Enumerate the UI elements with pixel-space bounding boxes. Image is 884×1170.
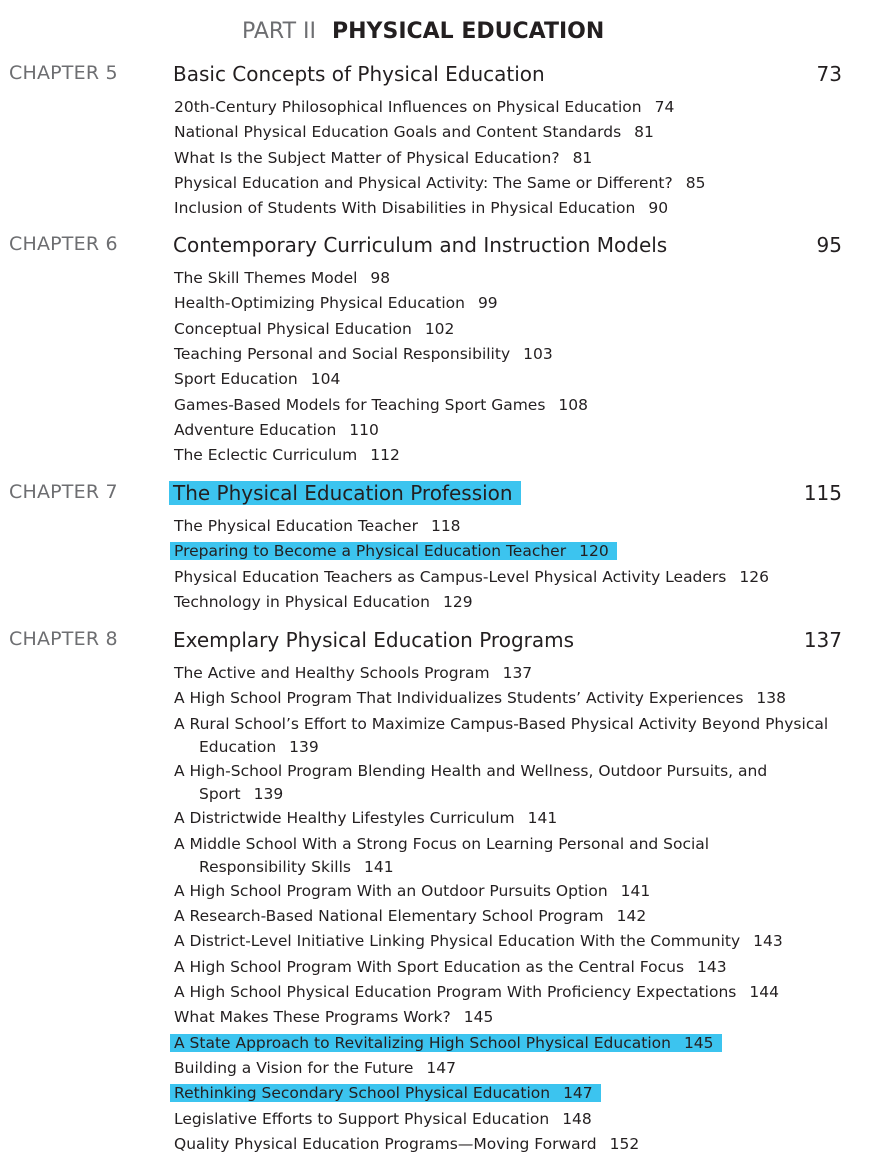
toc-entry-page: 141 bbox=[620, 881, 651, 900]
chapter-heading bbox=[0, 60, 884, 90]
toc-entry-title: A Rural School’s Effort to Maximize Campus-Based Physical Activity Beyond Physical bbox=[174, 714, 829, 733]
toc-entry-line bbox=[170, 1034, 722, 1052]
toc-entry-page: 141 bbox=[527, 809, 558, 828]
toc-entry[interactable] bbox=[174, 292, 498, 315]
toc-entry-title: Quality Physical Education Programs—Moving Forward bbox=[174, 1134, 597, 1153]
toc-entry-title: Sport Education bbox=[174, 370, 298, 389]
toc-entry-page: 143 bbox=[753, 932, 783, 951]
toc-entry[interactable] bbox=[174, 515, 461, 538]
toc-entry[interactable] bbox=[174, 1133, 639, 1156]
toc-entry-title: Conceptual Physical Education bbox=[174, 319, 412, 338]
toc-entry-page: 112 bbox=[370, 446, 400, 465]
toc-entry-page: 139 bbox=[289, 737, 319, 756]
toc-entry[interactable] bbox=[174, 318, 454, 341]
toc-entry[interactable] bbox=[174, 147, 592, 170]
chapter-label: CHAPTER 7 bbox=[9, 481, 118, 503]
toc-entry-title: Legislative Efforts to Support Physical Education bbox=[174, 1109, 550, 1128]
toc-entry[interactable] bbox=[174, 687, 786, 710]
toc-entry-title: The Eclectic Curriculum bbox=[174, 446, 358, 465]
toc-entry[interactable] bbox=[174, 197, 668, 220]
toc-entry[interactable] bbox=[174, 905, 646, 928]
toc-entry-title: What Makes These Programs Work? bbox=[174, 1008, 451, 1027]
chapter-title-link[interactable]: Basic Concepts of Physical Education bbox=[173, 62, 545, 86]
toc-entry[interactable] bbox=[174, 981, 779, 1004]
toc-entry[interactable] bbox=[174, 833, 709, 879]
toc-entry-title: A State Approach to Revitalizing High School Physical Education bbox=[174, 1033, 671, 1052]
toc-entry-title: A Districtwide Healthy Lifestyles Curriculum bbox=[174, 809, 515, 828]
toc-entry-page: 118 bbox=[430, 517, 461, 535]
toc-entry-page: 144 bbox=[749, 983, 779, 1001]
toc-entry-line bbox=[174, 199, 668, 217]
toc-entry-page: 148 bbox=[562, 1109, 592, 1128]
toc-entry-line bbox=[174, 835, 709, 853]
toc-entry[interactable] bbox=[174, 540, 617, 563]
toc-entry-page: 129 bbox=[442, 592, 473, 611]
toc-entry-title: Adventure Education bbox=[174, 420, 337, 439]
toc-entry-line bbox=[174, 882, 650, 900]
toc-entry[interactable] bbox=[174, 956, 727, 979]
toc-entry[interactable] bbox=[174, 1082, 601, 1105]
toc-entry[interactable] bbox=[174, 1108, 592, 1131]
toc-entry-page: 138 bbox=[756, 689, 786, 708]
toc-entry-line bbox=[170, 542, 617, 560]
toc-entry-line bbox=[174, 664, 532, 682]
toc-entry-line bbox=[174, 1110, 592, 1128]
toc-entry-page: 147 bbox=[426, 1058, 456, 1077]
chapter-page-number: 73 bbox=[816, 62, 842, 86]
toc-entry-page: 147 bbox=[563, 1084, 593, 1103]
toc-entry-title: A High-School Program Blending Health and Wellness, Outdoor Pursuits, and bbox=[174, 761, 768, 780]
toc-entry-title: Games-Based Models for Teaching Sport Games bbox=[174, 395, 546, 414]
toc-entry[interactable] bbox=[174, 807, 557, 830]
toc-entry[interactable] bbox=[174, 662, 532, 685]
toc-entry-page: 90 bbox=[648, 199, 669, 218]
toc-entry-page: 145 bbox=[463, 1008, 494, 1027]
toc-entry-line bbox=[174, 907, 646, 925]
toc-entry-line bbox=[174, 568, 769, 586]
chapter-label: CHAPTER 8 bbox=[9, 628, 118, 650]
toc-entry[interactable] bbox=[174, 121, 654, 144]
chapter-label: CHAPTER 6 bbox=[9, 233, 118, 255]
part-heading bbox=[242, 18, 604, 46]
toc-entry[interactable] bbox=[174, 1057, 456, 1080]
toc-entry-line bbox=[174, 983, 779, 1001]
toc-entry-title-continued: Education bbox=[199, 737, 277, 756]
toc-entry-line bbox=[174, 1059, 456, 1077]
chapter-heading bbox=[0, 231, 884, 261]
chapter-page-number: 95 bbox=[816, 233, 842, 257]
toc-entry-page: 141 bbox=[363, 857, 394, 876]
toc-entry-title: Health-Optimizing Physical Education bbox=[174, 294, 465, 313]
toc-entry-title: Inclusion of Students With Disabilities in Physical Education bbox=[174, 199, 636, 218]
chapter-heading bbox=[0, 626, 884, 656]
toc-entry-title: The Physical Education Teacher bbox=[174, 517, 418, 535]
chapter-heading bbox=[0, 479, 884, 509]
toc-entry-title: National Physical Education Goals and Content Standards bbox=[174, 123, 622, 142]
toc-entry[interactable] bbox=[174, 444, 400, 467]
part-label: PART II bbox=[242, 19, 317, 44]
toc-entry[interactable] bbox=[174, 419, 379, 442]
toc-entry-title: Preparing to Become a Physical Education Teacher bbox=[174, 542, 567, 561]
toc-entry-page: 126 bbox=[739, 567, 769, 586]
toc-entry[interactable] bbox=[174, 566, 769, 589]
toc-entry-page: 102 bbox=[424, 319, 455, 338]
toc-entry[interactable] bbox=[174, 368, 340, 391]
toc-entry-title-continued: Responsibility Skills bbox=[199, 857, 351, 876]
toc-entry-continuation bbox=[174, 736, 828, 759]
toc-entry-page: 103 bbox=[523, 344, 553, 363]
toc-entry-page: 152 bbox=[609, 1134, 640, 1153]
toc-entry[interactable] bbox=[174, 267, 390, 290]
toc-entry-line bbox=[174, 345, 553, 363]
toc-entry-page: 145 bbox=[683, 1033, 714, 1052]
toc-entry-line bbox=[174, 1008, 493, 1026]
toc-entry[interactable] bbox=[174, 96, 674, 119]
toc-entry-page: 139 bbox=[253, 784, 284, 803]
toc-entry-title: Technology in Physical Education bbox=[174, 592, 430, 611]
toc-entry-title: A Middle School With a Strong Focus on Learning Personal and Social bbox=[174, 834, 710, 853]
toc-entry-line bbox=[174, 446, 400, 464]
chapter-label: CHAPTER 5 bbox=[9, 62, 118, 84]
toc-entry-page: 99 bbox=[477, 294, 498, 313]
toc-entry-line bbox=[174, 174, 705, 192]
toc-entry-page: 98 bbox=[370, 269, 391, 287]
toc-entry[interactable] bbox=[174, 343, 553, 366]
toc-entry-line bbox=[174, 762, 767, 780]
toc-entry-title: Physical Education and Physical Activity: The Same or Different? bbox=[174, 173, 673, 192]
toc-entry-line bbox=[174, 269, 390, 287]
toc-entry[interactable] bbox=[174, 713, 828, 759]
toc-entry[interactable] bbox=[174, 930, 783, 953]
toc-entry-page: 85 bbox=[685, 173, 706, 192]
part-title: PHYSICAL EDUCATION bbox=[332, 19, 605, 44]
toc-entry[interactable] bbox=[174, 1006, 493, 1029]
toc-entry-page: 142 bbox=[616, 907, 647, 926]
toc-entry-page: 120 bbox=[579, 542, 609, 561]
toc-entry-line bbox=[174, 517, 461, 535]
toc-entry-page: 110 bbox=[349, 420, 379, 439]
toc-entry-title: 20th-Century Philosophical Influences on Physical Education bbox=[174, 98, 642, 116]
toc-entry-title: A High School Program That Individualizes Students’ Activity Experiences bbox=[174, 689, 744, 708]
toc-entry-title: A High School Physical Education Program With Proficiency Expectations bbox=[174, 983, 737, 1001]
toc-entry-line bbox=[174, 1135, 639, 1153]
toc-entry-title: Rethinking Secondary School Physical Education bbox=[174, 1084, 551, 1103]
toc-entry[interactable] bbox=[174, 591, 473, 614]
toc-entry-line bbox=[174, 123, 654, 141]
toc-entry-title: A Research-Based National Elementary School Program bbox=[174, 907, 604, 926]
toc-entry-line bbox=[174, 370, 340, 388]
toc-entry[interactable] bbox=[174, 172, 705, 195]
toc-entry-line bbox=[174, 593, 473, 611]
toc-entry-title: The Skill Themes Model bbox=[174, 269, 358, 287]
toc-entry-page: 74 bbox=[654, 98, 675, 116]
toc-entry-page: 81 bbox=[634, 123, 654, 142]
toc-entry-line bbox=[174, 958, 727, 976]
toc-entry-title: Building a Vision for the Future bbox=[174, 1058, 414, 1077]
toc-entry-title: Teaching Personal and Social Responsibility bbox=[174, 344, 511, 363]
chapter-title-link[interactable]: Contemporary Curriculum and Instruction Models bbox=[173, 233, 668, 257]
toc-entry-page: 104 bbox=[310, 370, 341, 389]
toc-entry-line bbox=[174, 421, 379, 439]
toc-entry-title: The Active and Healthy Schools Program bbox=[174, 664, 490, 682]
toc-entry[interactable] bbox=[174, 1032, 722, 1055]
toc-entry-continuation bbox=[174, 783, 767, 806]
toc-entry-page: 137 bbox=[502, 664, 533, 682]
toc-entry-line bbox=[174, 809, 557, 827]
toc-entry-line bbox=[174, 98, 674, 116]
toc-entry-title: Physical Education Teachers as Campus-Level Physical Activity Leaders bbox=[174, 567, 727, 586]
toc-entry-line bbox=[174, 294, 498, 312]
toc-entry[interactable] bbox=[174, 880, 650, 903]
toc-entry-line bbox=[174, 149, 592, 167]
chapter-page-number: 115 bbox=[803, 481, 842, 505]
toc-entry-title: A High School Program With Sport Education as the Central Focus bbox=[174, 957, 685, 976]
toc-entry-title: What Is the Subject Matter of Physical Education? bbox=[174, 148, 560, 167]
chapter-title-link[interactable]: The Physical Education Profession bbox=[169, 481, 521, 505]
toc-entry-page: 108 bbox=[558, 395, 589, 414]
chapter-page-number: 137 bbox=[803, 628, 842, 652]
toc-entry-title-continued: Sport bbox=[199, 784, 241, 803]
toc-entry-line bbox=[174, 932, 783, 950]
toc-entry-page: 81 bbox=[572, 148, 593, 167]
chapter-title-link[interactable]: Exemplary Physical Education Programs bbox=[173, 628, 575, 652]
toc-entry[interactable] bbox=[174, 394, 588, 417]
toc-entry-continuation bbox=[174, 856, 709, 879]
toc-entry-line bbox=[174, 320, 454, 338]
toc-entry-line bbox=[174, 689, 786, 707]
toc-entry-line bbox=[170, 1084, 601, 1102]
toc-entry-line bbox=[174, 715, 828, 733]
toc-entry-page: 143 bbox=[697, 957, 727, 976]
toc-entry[interactable] bbox=[174, 760, 767, 806]
toc-entry-title: A District-Level Initiative Linking Physical Education With the Community bbox=[174, 932, 741, 951]
toc-entry-line bbox=[174, 396, 588, 414]
toc-entry-title: A High School Program With an Outdoor Pursuits Option bbox=[174, 881, 608, 900]
